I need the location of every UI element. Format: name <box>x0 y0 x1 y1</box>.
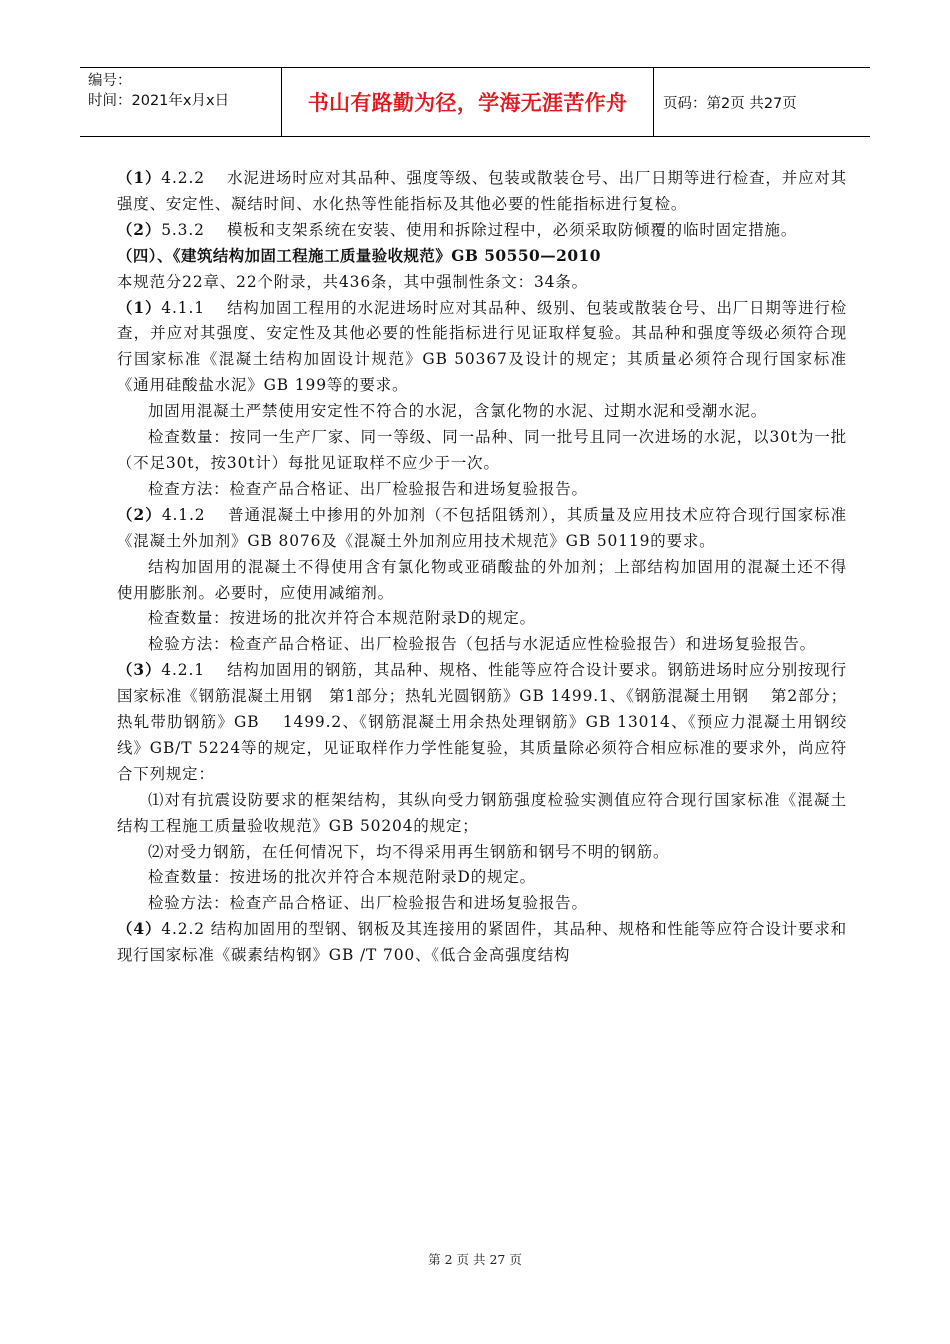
inspection-method: 检验方法：检查产品合格证、出厂检验报告和进场复验报告。 <box>148 894 588 913</box>
paragraph-text: 4.1.1 结构加固工程用的水泥进场时应对其品种、级别、包装或散装仓号、出厂日期等进行检查，并应对其强度、安定性及其他必要的性能指标进行见证取样复验。其品种和强度等级必须符合现行国家标准《混凝土结构加固设计规范》GB 50367及设计的规定；其质量必须符合现行国家标准《通用硅酸盐水泥》GB 199等的要求。 <box>117 298 847 395</box>
section-summary: 本规范分22章、22个附录，共436条，其中强制性条文：34条。 <box>117 272 588 291</box>
paragraph-item-1 <box>117 166 847 218</box>
paragraph-text: 4.1.2 普通混凝土中掺用的外加剂（不包括阻锈剂），其质量及应用技术应符合现行国家标准《混凝土外加剂》GB 8076及《混凝土外加剂应用技术规范》GB 50119的要求。 <box>117 505 847 550</box>
item-number: （2） <box>117 220 162 239</box>
inspection-quantity: 检查数量：按同一生产厂家、同一等级、同一品种、同一批号且同一次进场的水泥，以30t为一批（不足30t，按30t计）每批见证取样不应少于一次。 <box>117 428 847 472</box>
sub-clause-1: ⑴对有抗震设防要求的框架结构，其纵向受力钢筋强度检验实测值应符合现行国家标准《混凝土结构工程施工质量验收规范》GB 50204的规定； <box>117 790 847 835</box>
paragraph-item-2 <box>117 503 847 555</box>
paragraph-text: 4.2.1 结构加固用的钢筋，其品种、规格、性能等应符合设计要求。钢筋进场时应分别按现行国家标准《钢筋混凝土用钢 第1部分；热轧光圆钢筋》GB 1499.1、《钢筋混凝土用钢 第2部分；热轧带肋钢筋》GB 1499.2、《钢筋混凝土用余热处理钢筋》GB 13014、《预应力混凝土用钢绞线》GB/T 5224等的规定，见证取样作力学性能复验，其质量除必须符合相应标准的要求外，尚应符合下列规定： <box>117 661 847 783</box>
item-number: （1） <box>117 298 162 317</box>
sub-clause-2: ⑵对受力钢筋，在任何情况下，均不得采用再生钢筋和钢号不明的钢筋。 <box>148 842 670 861</box>
item-number: （3） <box>117 661 162 680</box>
inspection-method: 检验方法：检查产品合格证、出厂检验报告（包括与水泥适应性检验报告）和进场复验报告。 <box>148 635 816 654</box>
item-number: （2） <box>117 505 162 524</box>
paragraph-item-2 <box>117 218 847 244</box>
page-header <box>80 67 870 137</box>
document-body <box>117 166 847 969</box>
paragraph-text: 加固用混凝土严禁使用安定性不符合的水泥，含氯化物的水泥、过期水泥和受潮水泥。 <box>148 402 768 421</box>
paragraph-text: 5.3.2 模板和支架系统在安装、使用和拆除过程中，必须采取防倾覆的临时固定措施。 <box>161 220 798 239</box>
paragraph-text: 结构加固用的混凝土不得使用含有氯化物或亚硝酸盐的外加剂；上部结构加固用的混凝土还不得使用膨胀剂。必要时，应使用减缩剂。 <box>117 557 847 602</box>
page-footer: 第 2 页 共 27 页 <box>428 1252 522 1267</box>
inspection-quantity: 检查数量：按进场的批次并符合本规范附录D的规定。 <box>148 868 536 887</box>
paragraph-item-1 <box>117 296 847 400</box>
header-info-cell <box>80 68 282 136</box>
paragraph-item-4 <box>117 917 847 969</box>
paragraph-text: 4.2.2 结构加固用的型钢、钢板及其连接用的紧固件，其品种、规格和性能等应符合设计要求和现行国家标准《碳素结构钢》GB /T 700、《低合金高强度结构 <box>117 920 847 965</box>
paragraph-item-3 <box>117 658 847 788</box>
doc-number-label: 编号： <box>88 73 132 89</box>
paragraph-text: 4.2.2 水泥进场时应对其品种、强度等级、包装或散装仓号、出厂日期等进行检查，并应对其强度、安定性、凝结时间、水化热等性能指标及其他必要的性能指标进行复检。 <box>117 169 847 213</box>
item-number: （1） <box>117 169 162 187</box>
inspection-method: 检查方法：检查产品合格证、出厂检验报告和进场复验报告。 <box>148 479 588 498</box>
section-heading: （四）、《建筑结构加固工程施工质量验收规范》GB 50550—2010 <box>117 246 601 265</box>
date-label: 时间：2021年x月x日 <box>88 93 230 109</box>
header-motto: 书山有路勤为径，学海无涯苦作舟 <box>282 68 654 136</box>
inspection-quantity: 检查数量：按进场的批次并符合本规范附录D的规定。 <box>148 609 536 628</box>
item-number: （4） <box>117 920 162 939</box>
header-page-number: 页码：第2页 共27页 <box>663 95 797 112</box>
